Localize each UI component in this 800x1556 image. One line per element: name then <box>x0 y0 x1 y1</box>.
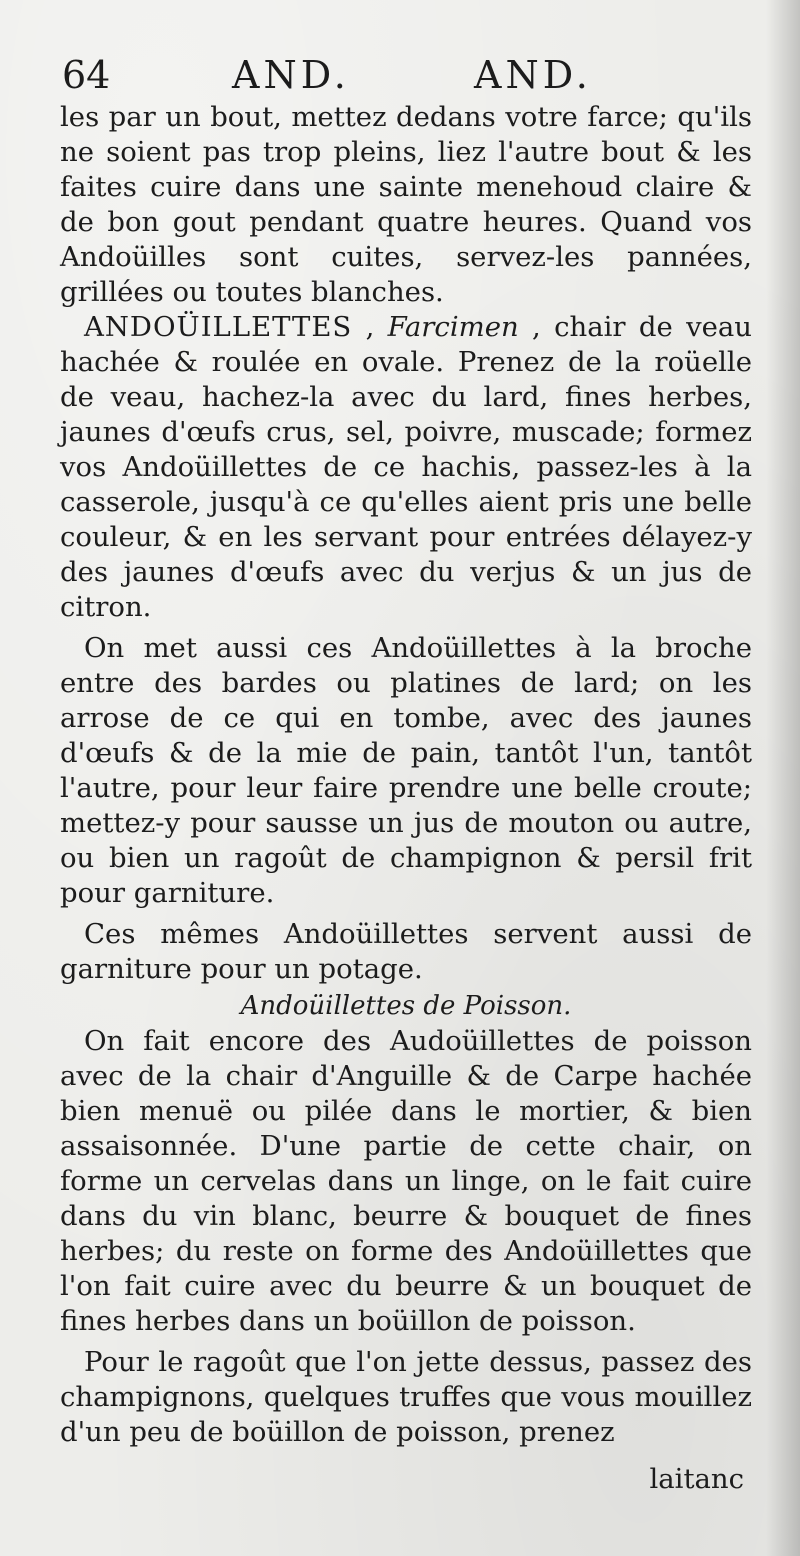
paragraph-poisson: On fait encore des Audoüillettes de poisson avec de la chair d'Anguille & de Carpe hachée bien menuë ou pilée dans le mortier, & bien assaisonnée. D'une partie de cette chair, on forme un cervelas dans un linge, on le fait cuire dans du vin blanc, beurre & bouquet de fines herbes; du reste on forme des Andoüillettes que l'on fait cuire avec du beurre & un bouquet de fines herbes dans un boüillon de poisson. <box>60 1025 752 1337</box>
page-number: 64 <box>62 53 111 97</box>
entry-definition: , chair de veau hachée & roulée en ovale. Prenez de la roüelle de veau, hachez-la avec du lard, fines herbes, jaunes d'œufs crus, sel, poivre, muscade; formez vos Andoüillettes de ce hachis, passez-les à la casserole, jusqu'à ce qu'elles aient pris une belle couleur, & en les servant pour entrées délayez-y des jaunes d'œufs avec du verjus & un jus de citron. <box>60 311 752 623</box>
entry-andouillettes <box>60 310 752 625</box>
catchword: laitanc <box>649 1463 744 1495</box>
paragraph-ragout: Pour le ragoût que l'on jette dessus, passez des champignons, quelques truffes que vous mouillez d'un peu de boüillon de poisson, prenez <box>60 1346 752 1448</box>
entry-separator: , <box>352 311 388 343</box>
entry-headword: ANDOÜILLETTES <box>84 311 353 343</box>
running-head-left: AND. <box>232 53 350 97</box>
subheading-poisson: Andoüillettes de Poisson. <box>240 991 572 1021</box>
paragraph-garniture: Ces mêmes Andoüillettes servent aussi de garniture pour un potage. <box>60 918 752 985</box>
entry-latin-term: Farcimen <box>387 311 519 343</box>
running-head-right: AND. <box>474 53 592 97</box>
running-head <box>62 52 752 98</box>
continuation-paragraph: les par un bout, mettez dedans votre farce; qu'ils ne soient pas trop pleins, liez l'autre bout & les faites cuire dans une sainte menehoud claire & de bon gout pendant quatre heures. Quand vos Andoüilles sont cuites, servez-les pannées, grillées ou toutes blanches. <box>60 101 752 308</box>
paragraph-broche: On met aussi ces Andoüillettes à la broche entre des bardes ou platines de lard; on les arrose de ce qui en tombe, avec des jaunes d'œufs & de la mie de pain, tantôt l'un, tantôt l'autre, pour leur faire prendre une belle croute; mettez-y pour sausse un jus de mouton ou autre, ou bien un ragoût de champignon & persil frit pour garniture. <box>60 632 752 909</box>
page-gutter-shadow <box>766 0 800 1556</box>
text-body <box>60 100 752 1450</box>
